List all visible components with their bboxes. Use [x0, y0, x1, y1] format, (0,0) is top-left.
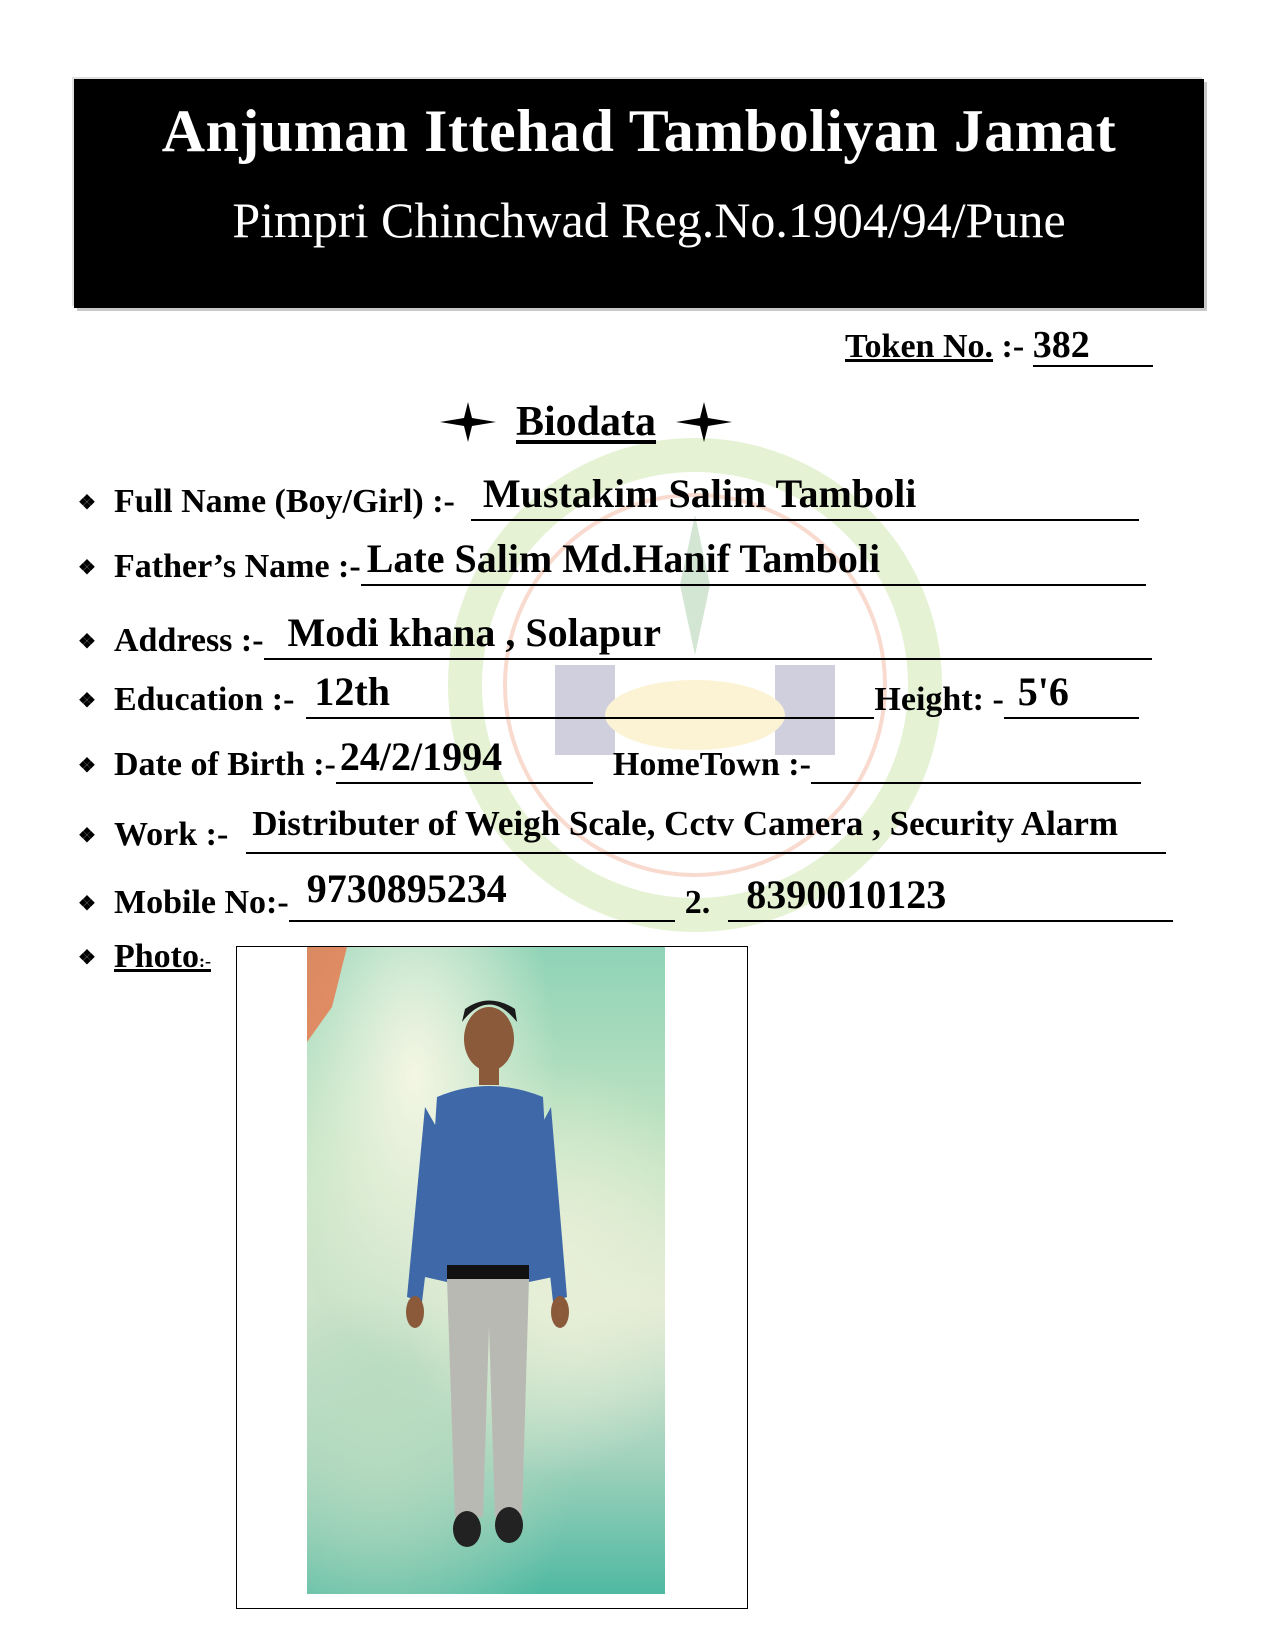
diamond-bullet-icon: ❖ [78, 947, 96, 969]
field-label: Work :- [114, 816, 229, 853]
field-value: 9730895234 [306, 866, 507, 911]
photo-frame [236, 946, 748, 1609]
field-label: Photo:- [114, 938, 211, 975]
field-value: Distributer of Weigh Scale, Cctv Camera , Security Alarm [252, 804, 1119, 843]
four-point-star-icon [440, 402, 496, 442]
token-number [845, 325, 1153, 367]
field-line [1004, 669, 1139, 719]
diamond-bullet-icon: ❖ [78, 825, 96, 847]
diamond-bullet-icon: ❖ [78, 690, 96, 712]
field-work [78, 804, 1166, 854]
page-title: Biodata [516, 399, 657, 445]
field-label: Full Name (Boy/Girl) :- [114, 483, 455, 520]
header-banner [74, 79, 1204, 308]
field-line [336, 734, 593, 784]
field-dob-hometown [78, 734, 1141, 784]
field-value: 8390010123 [746, 872, 947, 917]
diamond-bullet-icon: ❖ [78, 492, 96, 514]
field-label: HomeTown :- [612, 746, 811, 783]
token-value: 382 [1033, 325, 1153, 367]
field-line [728, 872, 1173, 922]
organization-title: Anjuman Ittehad Tamboliyan Jamat [161, 98, 1117, 164]
biodata-heading [440, 398, 732, 446]
field-value: 12th [314, 669, 390, 714]
diamond-bullet-icon: ❖ [78, 557, 96, 579]
field-label: Mobile No:- [114, 884, 289, 921]
field-label: Education :- [114, 681, 295, 718]
field-value: Mustakim Salim Tamboli [482, 471, 917, 516]
field-mobile [78, 866, 1173, 922]
field-line [289, 866, 675, 922]
field-line [811, 738, 1141, 784]
field-label: Address :- [114, 622, 264, 659]
field-father-name [78, 536, 1146, 586]
field-line [361, 536, 1146, 586]
diamond-bullet-icon: ❖ [78, 893, 96, 915]
token-separator: :- [1001, 328, 1025, 365]
organization-subtitle: Pimpri Chinchwad Reg.No.1904/94/Pune [232, 192, 1066, 248]
field-label: Date of Birth :- [114, 746, 336, 783]
diamond-bullet-icon: ❖ [78, 631, 96, 653]
field-line [246, 804, 1166, 854]
field-label: 2. [684, 884, 711, 921]
field-line [471, 471, 1139, 521]
field-education-height [78, 669, 1139, 719]
profile-photo [307, 947, 665, 1594]
token-label: Token No. [845, 328, 994, 365]
field-full-name [78, 471, 1139, 521]
field-line [264, 610, 1152, 660]
four-point-star-icon [676, 402, 732, 442]
diamond-bullet-icon: ❖ [78, 755, 96, 777]
field-value: Late Salim Md.Hanif Tamboli [366, 536, 881, 581]
field-label: Height: - [874, 681, 1004, 718]
field-label: Father’s Name :- [114, 548, 361, 585]
field-photo [78, 938, 211, 976]
field-address [78, 610, 1152, 660]
person-figure-icon [307, 947, 665, 1594]
field-value: 24/2/1994 [339, 734, 503, 779]
field-value: Modi khana , Solapur [287, 610, 662, 655]
field-value: 5'6 [1017, 669, 1069, 714]
field-line [306, 669, 874, 719]
